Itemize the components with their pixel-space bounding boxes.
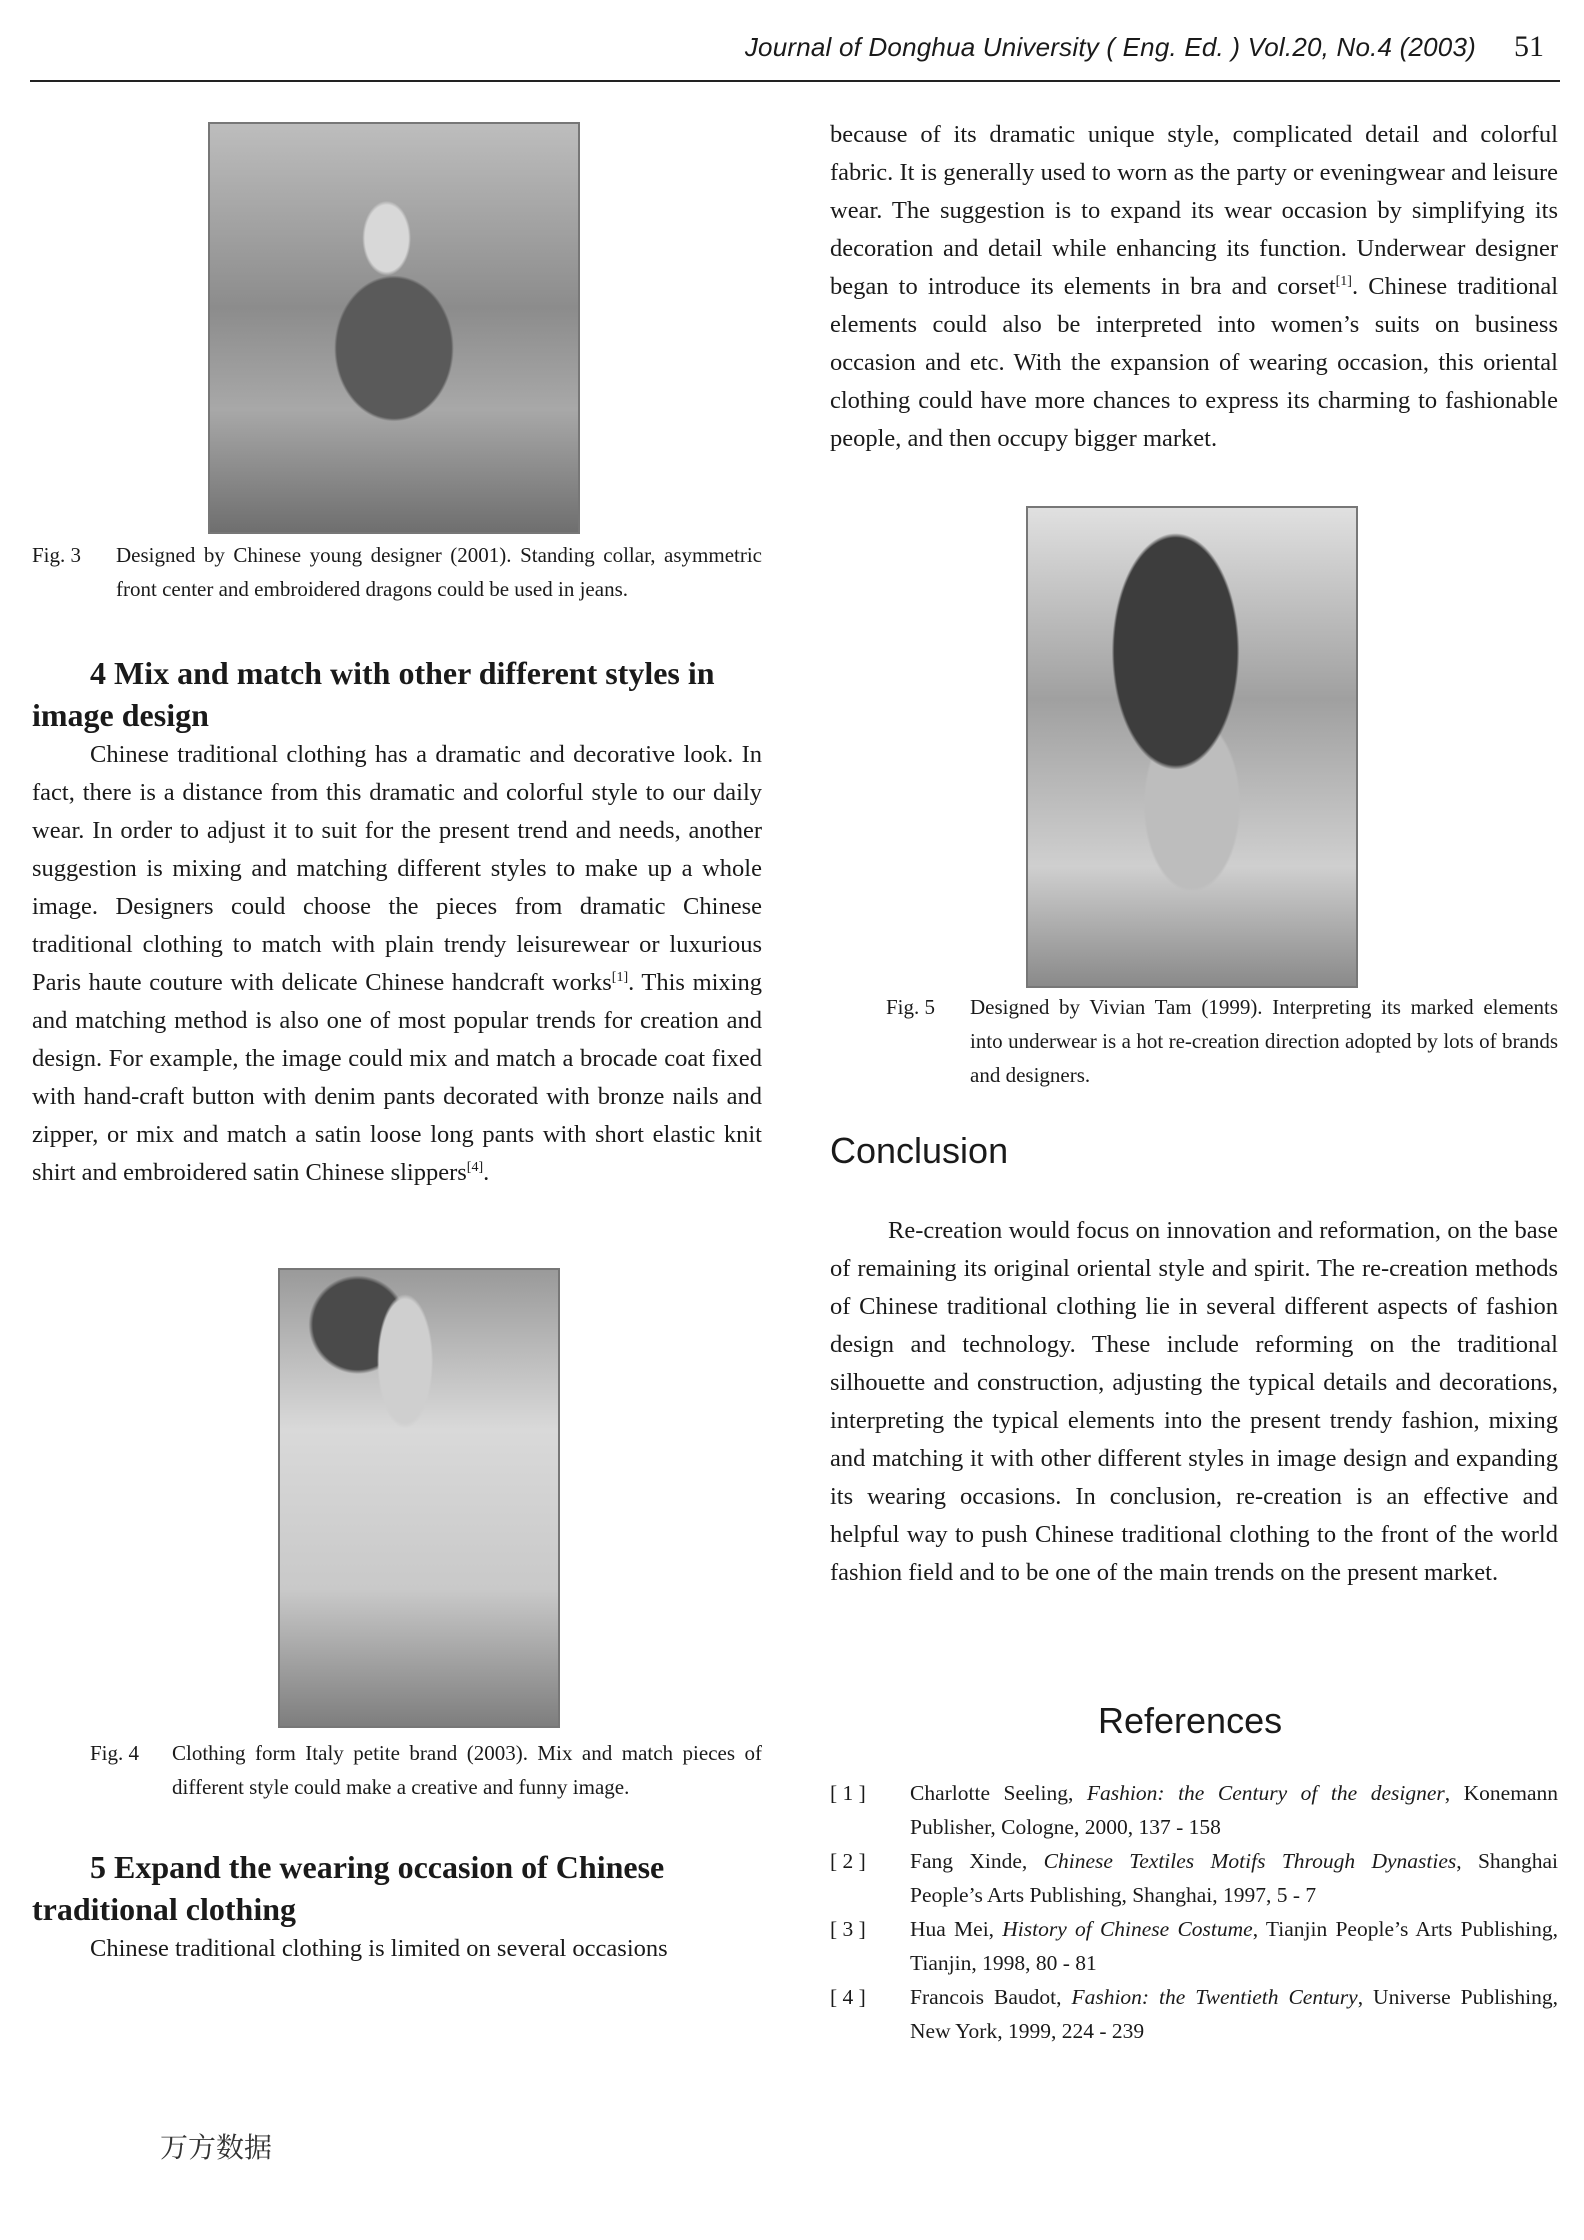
reference-item (830, 1912, 1558, 1980)
section-heading: 5 Expand the wearing occasion of Chinese traditional clothing (32, 1849, 665, 1927)
text-run: , Universe Publishing, New York, 1999, 224 - 239 (910, 1985, 1558, 2043)
journal-citation: Journal of Donghua University ( Eng. Ed. ) Vol.20, No.4 (2003) (744, 32, 1476, 62)
page-number: 51 (1514, 30, 1544, 63)
citation-marker: [1] (611, 969, 629, 985)
running-header (30, 26, 1560, 82)
body-paragraph: Re-creation would focus on innovation and reformation, on the base of remaining its original oriental style and spirit. The re-creation methods of Chinese traditional clothing lie in several different aspects of fashion design and technology. These include reforming on the traditional silhouette and construction, adjusting the typical details and decorations, interpreting the typical elements into the present trendy fashion, mixing and matching it with other different styles in image design and expanding its wearing occasions. In conclusion, re-creation is an effective and helpful way to push Chinese traditional clothing to the front of the world fashion field and to be one of the main trends on the present market. (830, 1217, 1558, 1586)
reference-list (830, 1776, 1558, 2048)
reference-number: [ 1 ] (830, 1781, 866, 1805)
section-5 (32, 1846, 762, 1968)
figure-5-caption (886, 990, 1558, 1092)
text-run: , Shanghai People’s Arts Publishing, Shanghai, 1997, 5 - 7 (910, 1849, 1558, 1907)
figure-3-photo (208, 122, 580, 534)
section-heading: 4 Mix and match with other different styles in image design (32, 655, 715, 733)
reference-number: [ 3 ] (830, 1917, 866, 1941)
text-run: , Konemann Publisher, Cologne, 2000, 137 - 158 (910, 1781, 1558, 1839)
reference-number: [ 4 ] (830, 1985, 866, 2009)
section-5-continued (830, 116, 1558, 458)
conclusion-section (830, 1212, 1558, 1592)
conclusion-heading: Conclusion (830, 1130, 1009, 1171)
figure-label: Fig. 3 (32, 543, 82, 567)
figure-5-photo (1026, 506, 1358, 988)
reference-title: Fashion: the Twentieth Century (1071, 1985, 1358, 2009)
text-run: Charlotte Seeling, (910, 1781, 1087, 1805)
citation-marker: [1] (1335, 273, 1352, 289)
text-run: . This mixing and matching method is also one of most popular trends for creation and design. For example, the image could mix and match a brocade coat fixed with hand-craft button with denim pants decorated with bronze nails and zipper, or mix and match a satin loose long pants with short elastic knit shirt and embroidered satin Chinese slippers (32, 969, 762, 1186)
figure-4-caption (90, 1736, 762, 1804)
reference-item (830, 1980, 1558, 2048)
caption-text: Clothing form Italy petite brand (2003). Mix and match pieces of different style could make a creative and funny image. (172, 1741, 762, 1799)
citation-marker: [4] (466, 1159, 484, 1175)
body-paragraph (830, 116, 1558, 458)
text-run: Fang Xinde, (910, 1849, 1044, 1873)
caption-text: Designed by Chinese young designer (2001). Standing collar, asymmetric front center and embroidered dragons could be used in jeans. (116, 543, 762, 601)
text-run: Chinese traditional clothing has a dramatic and decorative look. In fact, there is a distance from this dramatic and colorful style to our daily wear. In order to adjust it to suit for the present trend and needs, another suggestion is mixing and matching different styles to make up a whole image. Designers could choose the pieces from dramatic Chinese traditional clothing to match with plain trendy leisurewear or luxurious Paris haute couture with delicate Chinese handcraft works (32, 741, 762, 996)
text-run: , Tianjin People’s Arts Publishing, Tianjin, 1998, 80 - 81 (910, 1917, 1558, 1975)
figure-label: Fig. 4 (90, 1741, 140, 1765)
text-run: because of its dramatic unique style, complicated detail and colorful fabric. It is generally used to worn as the party or eveningwear and leisure wear. The suggestion is to expand its wear occasion by simplifying its decoration and detail while enhancing its function. Underwear designer began to introduce its elements in bra and corset (830, 121, 1558, 300)
body-paragraph (32, 736, 762, 1192)
reference-item (830, 1776, 1558, 1844)
reference-title: Fashion: the Century of the designer (1086, 1781, 1445, 1805)
figure-3-caption (32, 538, 762, 606)
section-4 (32, 652, 762, 1192)
text-run: Francois Baudot, (910, 1985, 1072, 2009)
figure-label: Fig. 5 (886, 995, 936, 1019)
reference-number: [ 2 ] (830, 1849, 866, 1873)
caption-text: Designed by Vivian Tam (1999). Interpreting its marked elements into underwear is a hot re-creation direction adopted by lots of brands and designers. (970, 995, 1558, 1087)
reference-title: Chinese Textiles Motifs Through Dynasties (1043, 1849, 1457, 1873)
text-run: . (483, 1159, 490, 1186)
reference-title: History of Chinese Costume (1002, 1917, 1253, 1941)
figure-4-photo (278, 1268, 560, 1728)
footer-watermark: 万方数据 (160, 2131, 273, 2164)
references-heading: References (1098, 1700, 1283, 1741)
reference-item (830, 1844, 1558, 1912)
body-paragraph: Chinese traditional clothing is limited on several occasions (90, 1935, 668, 1962)
text-run: Hua Mei, (910, 1917, 1003, 1941)
text-run: . Chinese traditional elements could also be interpreted into women’s suits on business occasion and etc. With the expansion of wearing occasion, this oriental clothing could have more chances to express its charming to fashionable people, and then occupy bigger market. (830, 273, 1558, 452)
